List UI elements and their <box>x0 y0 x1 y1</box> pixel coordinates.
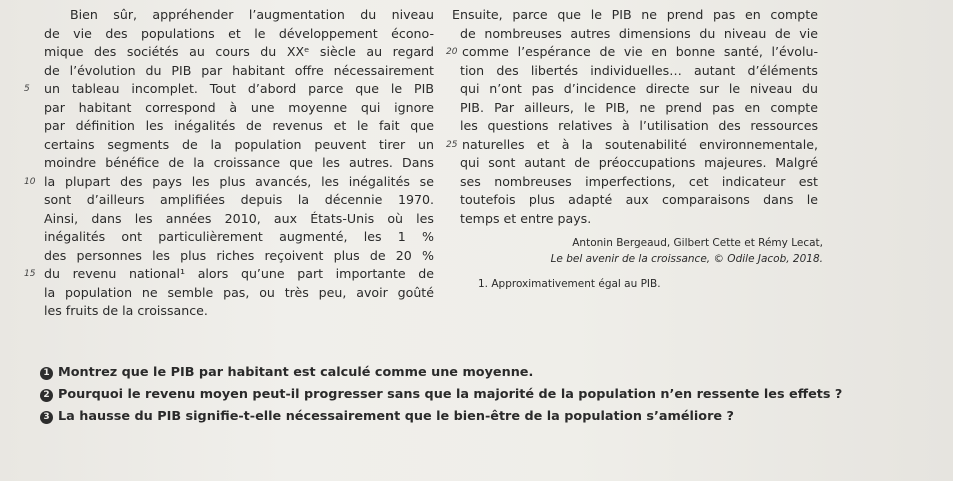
text-line: qui sont autant de préoccupations majeures. Malgré <box>460 155 818 170</box>
source-citation <box>478 235 823 267</box>
question-number-badge: 1 <box>40 367 53 380</box>
line-number: 5 <box>24 84 30 94</box>
question-text: Montrez que le PIB par habitant est calculé comme une moyenne. <box>58 365 534 380</box>
text-line: tion des libertés individuelles… autant d’éléments <box>460 62 818 78</box>
text-line: mique des sociétés au cours du XXᵉ siècle au regard <box>44 44 434 59</box>
right-text-column <box>448 6 818 228</box>
left-text-column <box>24 6 434 321</box>
text-line: certains segments de la population peuvent tirer un <box>44 136 434 152</box>
text-line: PIB. Par ailleurs, le PIB, ne prend pas en compte <box>460 99 818 115</box>
text-line: Ensuite, parce que le PIB ne prend pas en compte <box>452 7 818 22</box>
question-item <box>40 362 940 384</box>
line-number: 25 <box>446 139 458 150</box>
text-line: Ainsi, dans les années 2010, aux États-Unis où les <box>44 210 434 226</box>
text-line: des personnes les plus riches reçoivent plus de 20 % <box>44 247 434 263</box>
text-line: Bien sûr, appréhender l’augmentation du niveau <box>70 7 434 22</box>
question-number-badge: 3 <box>40 411 53 424</box>
question-item <box>40 406 940 428</box>
text-line: de vie des populations et le développement écono- <box>44 25 434 41</box>
text-line: de l’évolution du PIB par habitant offre nécessairement <box>44 62 434 78</box>
question-text: Pourquoi le revenu moyen peut-il progresser sans que la majorité de la population n’en ressente les effets ? <box>58 387 843 402</box>
text-line: par définition les inégalités de revenus et le fait que <box>44 118 434 133</box>
text-line: toutefois plus adapté aux comparaisons dans le <box>460 192 818 207</box>
text-line: temps et entre pays. <box>460 210 592 226</box>
text-line: sont d’ailleurs amplifiées depuis la décennie 1970. <box>44 192 434 207</box>
question-item <box>40 384 940 406</box>
footnote: 1. Approximativement égal au PIB. <box>478 278 661 290</box>
text-line: les fruits de la croissance. <box>44 303 208 318</box>
text-line: moindre bénéfice de la croissance que les autres. Dans <box>44 155 434 170</box>
source-authors: Antonin Bergeaud, Gilbert Cette et Rémy Lecat, <box>572 237 823 249</box>
text-line: 5 un tableau incomplet. Tout d’abord parce que le PIB <box>44 80 434 99</box>
text-line: par habitant correspond à une moyenne qui ignore <box>44 99 434 115</box>
line-number: 15 <box>24 269 36 279</box>
text-line: inégalités ont particulièrement augmenté, les 1 % <box>44 229 434 244</box>
text-line: 25 naturelles et à la soutenabilité environnementale, <box>448 136 818 155</box>
text-line: de nombreuses autres dimensions du niveau de vie <box>460 25 818 41</box>
text-line: 10 la plupart des pays les plus avancés, les inégalités se <box>44 173 434 192</box>
question-number-badge: 2 <box>40 389 53 402</box>
question-text: La hausse du PIB signifie-t-elle nécessairement que le bien-être de la population s’améliore ? <box>58 409 734 424</box>
question-list <box>40 362 940 428</box>
source-title: Le bel avenir de la croissance, © Odile Jacob, 2018. <box>550 253 823 265</box>
text-line: 15 du revenu national¹ alors qu’une part importante de <box>44 265 434 284</box>
line-number: 10 <box>24 176 36 187</box>
line-number: 20 <box>446 47 458 57</box>
text-line: ses nombreuses imperfections, cet indicateur est <box>460 173 818 189</box>
text-line: les questions relatives à l’utilisation des ressources <box>460 118 818 133</box>
text-line: 20 comme l’espérance de vie en bonne santé, l’évolu- <box>448 43 818 62</box>
text-line: qui n’ont pas d’incidence directe sur le niveau du <box>460 81 818 96</box>
text-line: la population ne semble pas, ou très peu, avoir goûté <box>44 284 434 300</box>
